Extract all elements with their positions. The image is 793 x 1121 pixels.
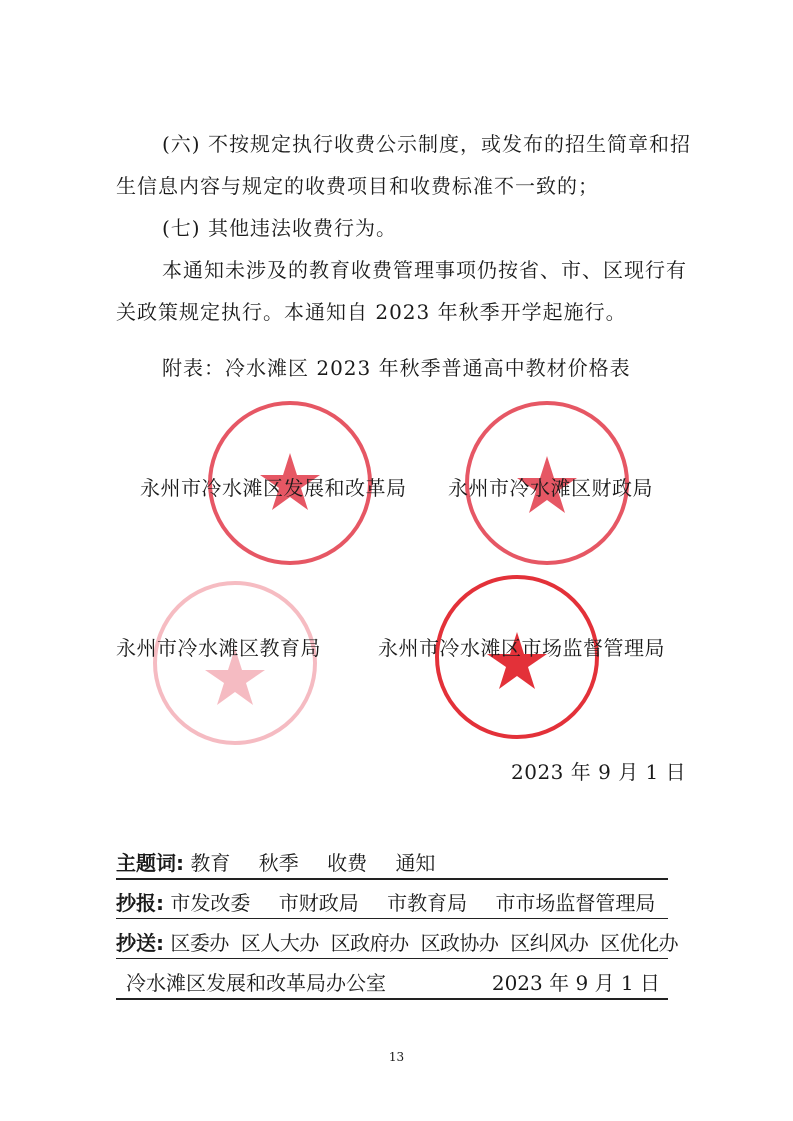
signature-education: 永州市冷水滩区教育局 (116, 636, 321, 660)
report-recipient: 市市场监督管理局 (495, 891, 656, 915)
report-recipient: 市教育局 (387, 891, 468, 915)
cc-recipient: 区优化办 (600, 931, 679, 955)
signature-date: 2023 年 9 月 1 日 (511, 760, 687, 784)
seal-education-stamp (150, 578, 320, 748)
keywords-list (190, 851, 457, 875)
keyword: 秋季 (258, 851, 299, 875)
signature-finance: 永州市冷水滩区财政局 (448, 476, 653, 500)
keyword: 收费 (327, 851, 368, 875)
keywords-label: 主题词: (116, 851, 184, 875)
issue-date: 2023 年 9 月 1 日 (491, 971, 660, 995)
footer-rule-mid (116, 918, 668, 919)
signature-market: 永州市冷水滩区市场监督管理局 (378, 636, 665, 660)
issuer-office: 冷水滩区发展和改革局办公室 (126, 971, 386, 995)
cc-recipient: 区委办 (170, 931, 229, 955)
report-recipient: 市财政局 (278, 891, 359, 915)
report-row (116, 887, 668, 916)
footer-rule-top (116, 878, 668, 880)
report-label: 抄报: (116, 891, 164, 915)
cc-label: 抄送: (116, 931, 164, 955)
cc-row (116, 927, 679, 956)
paragraph-scope-line2: 关政策规定执行。本通知自 2023 年秋季开学起施行。 (116, 300, 627, 324)
paragraph-scope-line1: 本通知未涉及的教育收费管理事项仍按省、市、区现行有 (162, 258, 687, 282)
paragraph-six-line1: (六) 不按规定执行收费公示制度，或发布的招生简章和招 (162, 132, 691, 156)
footer-rule-cc (116, 958, 668, 959)
keyword: 通知 (395, 851, 436, 875)
paragraph-seven: (七) 其他违法收费行为。 (162, 216, 397, 240)
report-recipient: 市发改委 (170, 891, 251, 915)
attachment-note: 附表：冷水滩区 2023 年秋季普通高中教材价格表 (162, 356, 631, 380)
cc-recipient: 区政府办 (330, 931, 409, 955)
paragraph-six-line2: 生信息内容与规定的收费项目和收费标准不一致的； (116, 174, 599, 198)
signature-dev-reform: 永州市冷水滩区发展和改革局 (140, 476, 407, 500)
cc-recipient: 区纠风办 (510, 931, 589, 955)
cc-list (170, 931, 678, 955)
keywords-row (116, 847, 668, 876)
cc-recipient: 区人大办 (240, 931, 319, 955)
cc-recipient: 区政协办 (420, 931, 499, 955)
report-list (170, 891, 677, 915)
keyword: 教育 (190, 851, 231, 875)
page-number: 13 (388, 1050, 405, 1064)
footer-rule-bottom (116, 998, 668, 1000)
